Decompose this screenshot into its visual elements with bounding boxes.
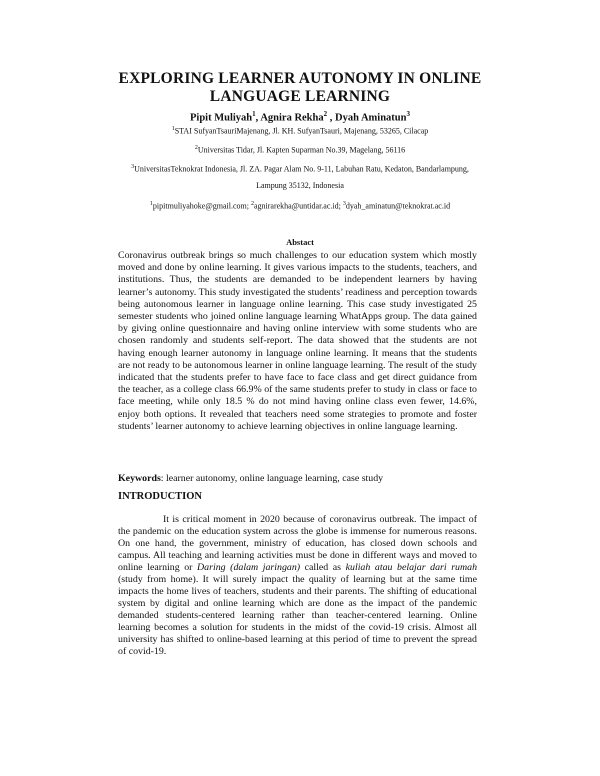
title-line-1: EXPLORING LEARNER AUTONOMY IN ONLINE	[118, 70, 482, 87]
intro-text-1: It is critical moment in 2020 because of coronavirus outbreak. The impact of the pandemic on the education system across the globe is immense for numerous reasons. On one hand, the government, ministry of education, has closed down schools and campus. All teaching and learning activities must be done in different ways and moved to online learning or	[118, 514, 477, 573]
introduction-paragraph	[118, 514, 477, 658]
keywords-text: : learner autonomy, online language learning, case study	[160, 473, 384, 484]
author-sup: 3	[406, 110, 410, 118]
intro-italic-term-1: Daring (dalam jaringan)	[197, 562, 301, 573]
affiliation-sup: 2	[194, 145, 198, 151]
author-name: Agnira Rekha	[260, 112, 324, 124]
abstract-heading: Abstact	[286, 237, 314, 247]
affiliation-text: STAI SufyanTsauriMajenang, Jl. KH. SufyanTsauri, Majenang, 53265, Cilacap	[174, 126, 429, 136]
author-separator: ,	[255, 112, 261, 124]
author-sup: 2	[323, 110, 328, 118]
paper-title	[60, 70, 540, 106]
affiliation-sup: 3	[131, 164, 135, 170]
section-heading-introduction: INTRODUCTION	[118, 491, 203, 502]
keywords-label: Keywords	[118, 473, 161, 484]
author-name: Pipit Muliyah	[190, 112, 253, 124]
intro-text-2: called as	[300, 562, 346, 573]
affiliation-text: Lampung 35132, Indonesia	[256, 181, 344, 190]
email-2: agnirarekha@untidar.ac.id;	[253, 201, 341, 211]
intro-text-3: (study from home). It will surely impact the quality of learning but at the same time impacts the home lives of teachers, students and their parents. The shifting of educational system by digital and online learning which are done as the impact of the pandemic demanded students-centered learning rather than teacher-centered learning. Online learning becomes a solution for students in the midst of the covid-19 crisis. Almost all university has shifted to online-based learning at this period of time to prevent the spread of covid-19.	[118, 574, 477, 657]
affiliation-text: UniversitasTeknokrat Indonesia, Jl. ZA. Pagar Alam No. 9-11, Labuhan Ratu, Kedaton, Bandarlampung,	[134, 164, 469, 174]
email-3: dyah_aminatun@teknokrat.ac.id	[345, 201, 451, 211]
author-name: Dyah Aminatun	[335, 112, 407, 124]
author-list	[60, 110, 540, 124]
title-line-2: LANGUAGE LEARNING	[209, 88, 391, 105]
affiliation-3-continued	[40, 181, 560, 191]
affiliation-text: Universitas Tidar, Jl. Kapten Suparman No.39, Magelang, 56116	[197, 145, 406, 155]
author-emails	[40, 199, 560, 212]
email-1: pipitmuliyahoke@gmail.com;	[152, 201, 249, 211]
affiliation-2	[40, 143, 560, 156]
email-sup: 1	[149, 201, 153, 207]
keywords-line	[118, 473, 477, 485]
intro-italic-term-2: kuliah atau belajar dari rumah	[345, 562, 478, 573]
email-sup: 3	[342, 201, 346, 207]
affiliation-3	[40, 162, 560, 175]
email-sup: 2	[250, 201, 254, 207]
affiliation-1	[40, 124, 560, 137]
affiliation-sup: 1	[171, 126, 175, 132]
author-separator: ,	[327, 112, 335, 124]
abstract-body: Coronavirus outbreak brings so much challenges to our education system which mostly moved and done by online learning. It gives various impacts to the students, teachers, and institutions. Thus, the students are demanded to be independent learners by having learner’s autonomy. This study investigated the students’ readiness and perception towards being autonomous learner in language online learning. This case study investigated 25 semester students who joined online language learning WhatApps group. The data gained by giving online questionnaire and having online interview with some students who are chosen randomly and students self-report. The data showed that the students are not having enough learner autonomy in language online learning. It means that the students are not ready to be autonomous learner in online language learning. The result of the study indicated that the students prefer to have face to face class and get direct guidance from the teacher, as a college class 66.9% of the same students prefer to study in class or face to face meeting, while only 18.5 % do not mind having online class even fewer, 14.6%, enjoy both options. It revealed that teachers need some strategies to promote and foster students’ learner autonomy to achieve learning objectives in online language learning.	[118, 250, 477, 432]
author-sup: 1	[252, 110, 256, 118]
